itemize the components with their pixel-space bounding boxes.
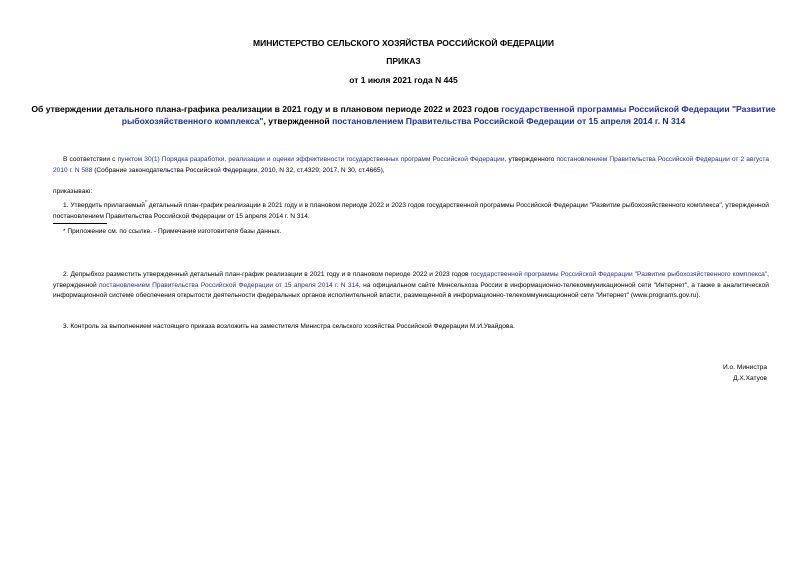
footnote-text xyxy=(53,228,281,235)
preamble-link-resolution[interactable]: постановлением Правительства Российской Федерации от 2 августа 2010 г. N 588 xyxy=(53,156,769,174)
document-date-number: от 1 июля 2021 года N 445 xyxy=(349,75,458,85)
item1-text: детальный план-график реализации в 2021 году и в плановом периоде 2022 и 2023 годов государственной программы Российской Федерации "Развитие рыбохозяйственного комплекса", утвержденной постановлением Правительства Российской Федерации от 15 апреля 2014 г. N 314. xyxy=(53,202,769,220)
item3-text: 3. Контроль за выполнением настоящего приказа возложить на заместителя Министра сельского хозяйства Российской Федерации М.И.Увайдова. xyxy=(63,323,515,330)
document-subject xyxy=(20,103,787,127)
footnote-content: * Приложение см. по ссылке. - Примечание изготовителя базы данных. xyxy=(63,228,282,235)
preamble-text: , утвержденного xyxy=(504,156,557,163)
preamble-paragraph xyxy=(53,155,769,176)
preamble-link-procedure[interactable]: пунктом 30(1) Порядка разработки, реализации и оценки эффективности государственных программ Российской Федерации xyxy=(117,156,505,163)
item2-link-resolution[interactable]: постановлением Правительства Российской Федерации от 15 апреля 2014 г. N 314 xyxy=(98,281,359,289)
signatory-position: И.о. Министра xyxy=(722,364,767,371)
preamble-text: (Собрание законодательства Российской Федерации, 2010, N 32, ст.4329; 2017, N 30, ст.4665), xyxy=(92,166,385,174)
item2-link-program[interactable]: государственной программы Российской Федерации "Развитие рыбохозяйственного комплекса" xyxy=(470,271,768,278)
footnote-divider xyxy=(53,223,107,224)
subject-text: , утвержденной xyxy=(263,116,333,126)
subject-text: Об утверждении детального плана-графика реализации в 2021 году и в плановом периоде 2022 и 2023 годов xyxy=(31,104,502,114)
preamble-text: В соответствии с xyxy=(63,156,118,163)
order-word: приказываю: xyxy=(53,188,93,195)
signatory-name: Д.Х.Хатуов xyxy=(733,375,767,382)
item1-text: 1. Утвердить прилагаемый xyxy=(63,202,145,210)
item2-text: , на официальном сайте Минсельхоза России в информационно-телекоммуникационной сети "Интернет", а также в аналитической информационной системе обеспечения открытости деятельности федеральных органов исполнительной власти, размещенной в информационно-телекоммуникационной сети "Интернет" (www.programs.gov.ru). xyxy=(53,281,769,299)
order-item-1 xyxy=(53,198,769,222)
ministry-title: МИНИСТЕРСТВО СЕЛЬСКОГО ХОЗЯЙСТВА РОССИЙСКОЙ ФЕДЕРАЦИИ xyxy=(253,38,554,48)
item2-text: 2. Депрыбхоз разместить утвержденный детальный план-график реализации в 2021 году и в плановом периоде 2022 и 2023 годов xyxy=(63,271,471,278)
item2-text: , утвержденной xyxy=(53,271,769,289)
subject-link-program[interactable]: государственной программы Российской Федерации "Развитие рыбохозяйственного комплекса" xyxy=(121,104,776,126)
order-item-3 xyxy=(53,322,769,333)
document-type: ПРИКАЗ xyxy=(386,56,421,66)
footnote-marker[interactable]: * xyxy=(144,200,147,206)
order-item-2 xyxy=(53,270,769,302)
subject-link-resolution[interactable]: постановлением Правительства Российской Федерации от 15 апреля 2014 г. N 314 xyxy=(332,116,686,126)
